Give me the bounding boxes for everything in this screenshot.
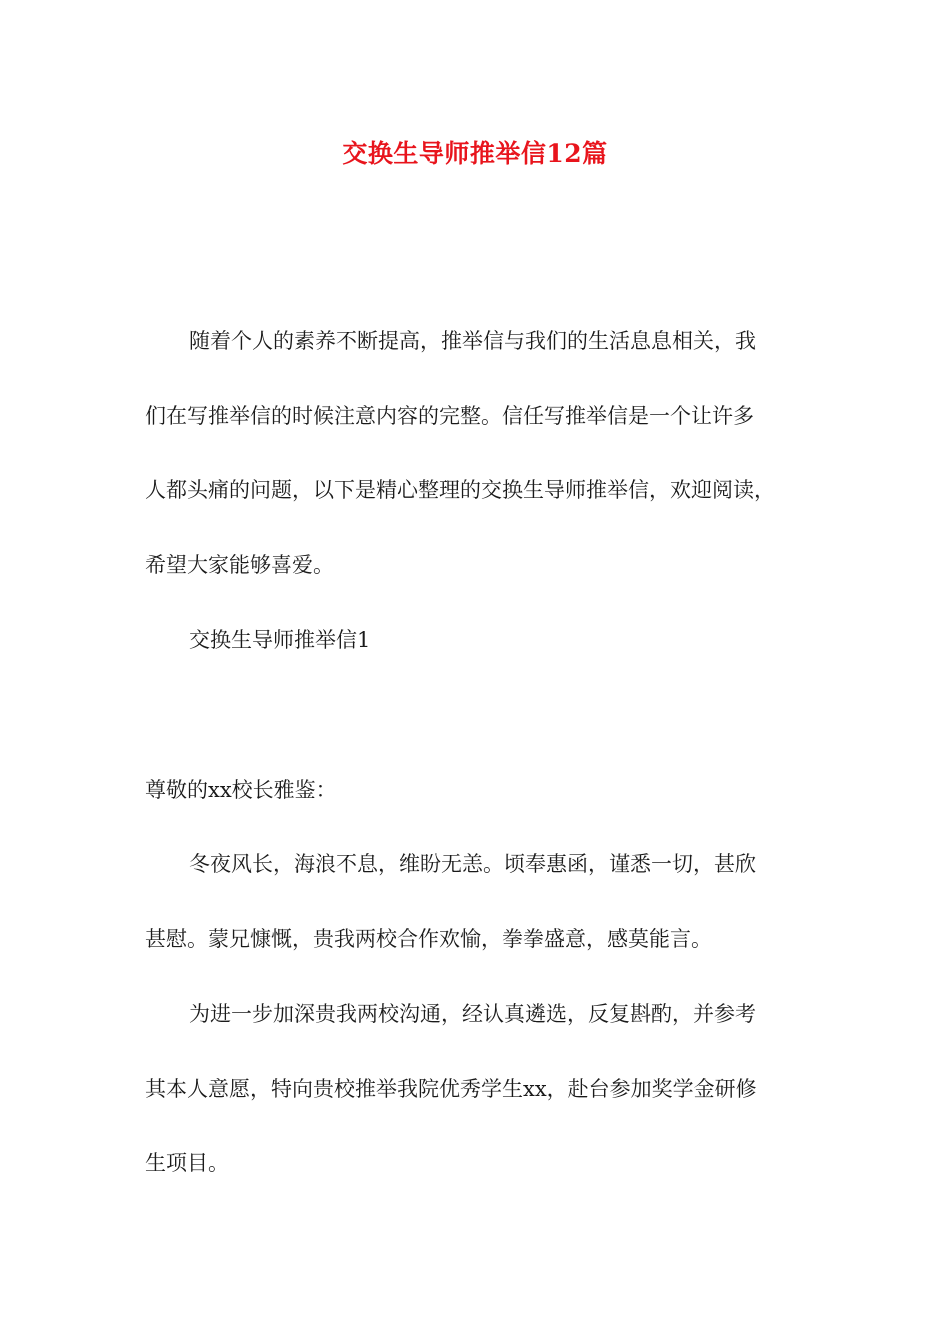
paragraph1-line-1: 冬夜风长，海浪不息，维盼无恙。顷奉惠函，谨悉一切，甚欣	[189, 852, 756, 876]
intro-line-2: 们在写推举信的时候注意内容的完整。信任写推举信是一个让许多	[145, 404, 754, 428]
intro-line-4: 希望大家能够喜爱。	[145, 553, 334, 577]
document-title: 交换生导师推举信12篇	[342, 139, 608, 168]
paragraph2-line-1: 为进一步加深贵我两校沟通，经认真遴选，反复斟酌，并参考	[189, 1002, 756, 1026]
intro-line-1: 随着个人的素养不断提高，推举信与我们的生活息息相关，我	[189, 329, 756, 353]
paragraph2-line-3: 生项目。	[145, 1151, 229, 1175]
intro-line-3: 人都头痛的问题，以下是精心整理的交换生导师推举信，欢迎阅读，	[145, 478, 775, 502]
section-heading: 交换生导师推举信1	[189, 628, 371, 652]
paragraph2-line-2: 其本人意愿，特向贵校推举我院优秀学生xx，赴台参加奖学金研修	[145, 1077, 757, 1101]
salutation: 尊敬的xx校长雅鉴：	[145, 778, 337, 802]
paragraph1-line-2: 甚慰。蒙兄慷慨，贵我两校合作欢愉，拳拳盛意，感莫能言。	[145, 927, 712, 951]
